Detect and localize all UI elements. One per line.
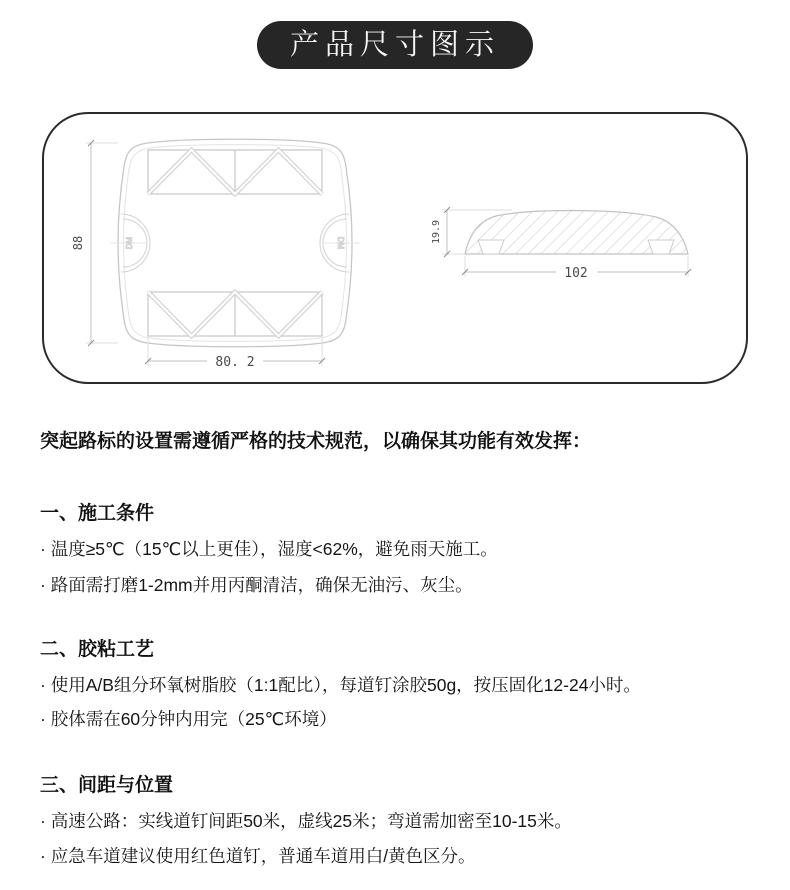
bottom-reflector-strip [148,292,322,336]
side-view-drawing [431,207,691,281]
right-bump [320,214,360,272]
section-3-heading: 三、间距与位置 [40,775,174,796]
section-1-heading: 一、施工条件 [40,503,155,524]
section-2-bullet-1: · 使用A/B组分环氧树脂胶（1:1配比），每道钉涂胶50g，按压固化12-24小时。 [40,675,641,695]
top-view-width-label: 80. 2 [215,355,255,370]
road-stud-dimension-drawing [44,114,746,382]
section-3-bullet-2: · 应急车道建议使用红色道钉，普通车道用白/黄色区分。 [40,846,476,866]
intro-statement: 突起路标的设置需遵循严格的技术规范，以确保其功能有效发挥： [40,431,592,452]
section-2-bullet-2: · 胶体需在60分钟内用完（25℃环境） [40,709,337,729]
top-view-height-label: 88 [71,235,85,251]
section-1-bullet-2: · 路面需打磨1-2mm并用丙酮清洁，确保无油污、灰尘。 [40,575,473,595]
side-view-width-label: 102 [564,266,588,281]
dimension-diagram-panel [42,112,748,384]
side-view-height-label: 19.9 [431,219,442,245]
right-notch [648,240,674,254]
left-notch [478,240,504,254]
section-3-bullet-1: · 高速公路：实线道钉间距50米，虚线25米；弯道需加密至10-15米。 [40,811,572,831]
top-view-width-dimension [145,338,325,370]
right-bump-logo: DM [336,236,345,250]
top-view-drawing [71,139,360,370]
left-bump [110,214,150,272]
section-2-heading: 二、胶粘工艺 [40,639,155,660]
page-title-badge: 产品尺寸图示 [257,21,533,69]
side-view-width-dimension [462,256,691,281]
left-bump-logo: DM [125,236,134,250]
top-reflector-strip [148,150,322,194]
section-1-bullet-1: · 温度≥5℃（15℃以上更佳），湿度<62%，避免雨天施工。 [40,539,498,559]
